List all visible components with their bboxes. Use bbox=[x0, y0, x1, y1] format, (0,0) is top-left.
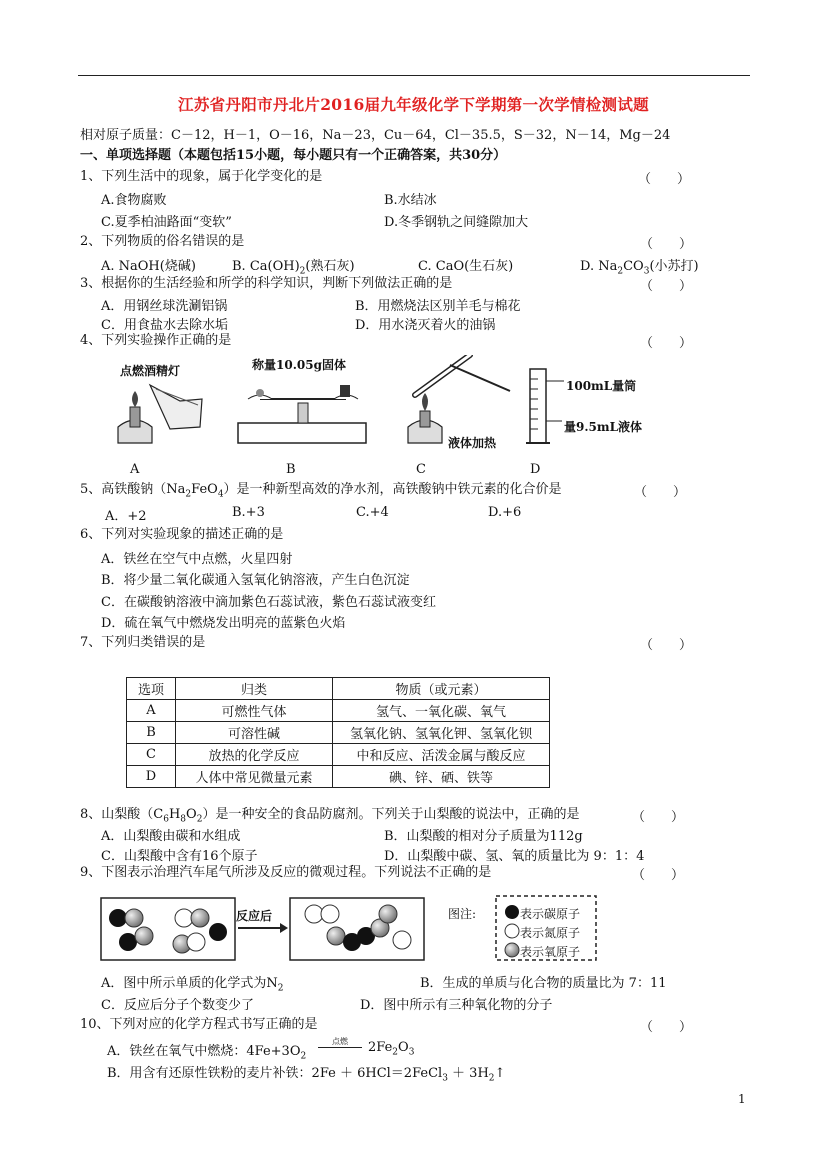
q4-label-b: B bbox=[286, 462, 296, 477]
q5-answer-blank[interactable]: （ ） bbox=[634, 485, 687, 500]
q1-option-b: B.水结冰 bbox=[384, 193, 437, 208]
q9-arrow-label: 反应后 bbox=[236, 909, 273, 923]
q7-stem: 7、下列归类错误的是 bbox=[80, 635, 206, 650]
q6-stem: 6、下列对实验现象的描述正确的是 bbox=[80, 527, 284, 542]
q3-option-d: D．用水浇灭着火的油锅 bbox=[355, 318, 496, 333]
section-heading: 一、单项选择题（本题包括15小题，每小题只有一个正确答案，共30分） bbox=[80, 148, 507, 163]
carbon-atom-icon bbox=[505, 905, 519, 919]
q4-answer-blank[interactable]: （ ） bbox=[640, 336, 693, 351]
table-cell: D bbox=[127, 766, 176, 788]
table-cell: 可燃性气体 bbox=[176, 700, 333, 722]
alcohol-lamp-icon bbox=[118, 385, 202, 443]
table-cell: 碘、锌、硒、铁等 bbox=[333, 766, 550, 788]
graduated-cylinder-icon bbox=[526, 369, 564, 443]
q10-reaction-condition: 点燃 bbox=[332, 1037, 348, 1046]
q9-option-b: B．生成的单质与化合物的质量比为 7：11 bbox=[420, 976, 667, 991]
q10-stem: 10、下列对应的化学方程式书写正确的是 bbox=[80, 1017, 318, 1032]
q6-option-d: D．硫在氧气中燃烧发出明亮的蓝紫色火焰 bbox=[101, 616, 346, 631]
table-cell: 氢气、一氧化碳、氧气 bbox=[333, 700, 550, 722]
test-tube-heating-icon bbox=[408, 355, 510, 443]
page-title: 江苏省丹阳市丹北片2016届九年级化学下学期第一次学情检测试题 bbox=[178, 95, 649, 114]
table-header-cell: 归类 bbox=[176, 678, 333, 700]
table-cell: B bbox=[127, 722, 176, 744]
q8-answer-blank[interactable]: （ ） bbox=[632, 810, 685, 825]
q2-option-b: B. $Ca(OH)_2$(熟石灰) bbox=[232, 259, 355, 277]
q8-option-b: B．山梨酸的相对分子质量为112g bbox=[384, 829, 583, 844]
q8-option-c: C．山梨酸中含有16个原子 bbox=[101, 849, 258, 864]
q2-option-c: C. CaO(生石灰) bbox=[418, 259, 514, 274]
q2-answer-blank[interactable]: （ ） bbox=[640, 237, 693, 252]
q8-option-d: D．山梨酸中碳、氢、氧的质量比为 9：1：4 bbox=[384, 849, 645, 864]
q3-option-c: C．用食盐水去除水垢 bbox=[101, 318, 228, 333]
q10-reaction-line bbox=[318, 1047, 362, 1048]
q6-option-b: B．将少量二氧化碳通入氢氧化钠溶液，产生白色沉淀 bbox=[101, 573, 410, 588]
balance-scale-icon bbox=[238, 385, 366, 443]
q1-option-a: A.食物腐败 bbox=[101, 193, 167, 208]
q2-option-d: D. $Na_2CO_3$(小苏打) bbox=[580, 259, 699, 277]
table-cell: 中和反应、活泼金属与酸反应 bbox=[333, 744, 550, 766]
page-number: 1 bbox=[738, 1092, 746, 1106]
q5-stem: 5、高铁酸钠$(Na_2FeO_4)$是一种新型高效的净水剂，高铁酸钠中铁元素的化合价是 bbox=[80, 482, 562, 500]
q3-option-b: B．用燃烧法区别羊毛与棉花 bbox=[355, 299, 521, 314]
q5-option-a: A．+2 bbox=[105, 509, 147, 524]
q10-option-a: A．铁丝在氧气中燃烧：$4Fe+3O_2$ bbox=[107, 1044, 307, 1062]
q5-option-b: B.+3 bbox=[232, 505, 265, 520]
q4-stem: 4、下列实验操作正确的是 bbox=[80, 333, 232, 348]
q9-answer-blank[interactable]: （ ） bbox=[632, 868, 685, 883]
q9-legend-carbon: 表示碳原子 bbox=[520, 907, 581, 921]
q3-option-a: A．用钢丝球洗涮铝锅 bbox=[101, 299, 228, 314]
q4-label-a: A bbox=[130, 462, 140, 477]
q8-stem: 8、山梨酸$(C_6H_8O_2)$是一种安全的食品防腐剂。下列关于山梨酸的说法中，正确的是 bbox=[80, 807, 580, 825]
q5-option-c: C.+4 bbox=[356, 505, 389, 520]
q5-option-d: D.+6 bbox=[488, 505, 522, 520]
table-cell: 氢氧化钠、氢氧化钾、氢氧化钡 bbox=[333, 722, 550, 744]
q4-caption-c: 液体加热 bbox=[448, 436, 497, 450]
q2-stem: 2、下列物质的俗名错误的是 bbox=[80, 234, 245, 249]
q10-answer-blank[interactable]: （ ） bbox=[640, 1020, 693, 1035]
q8-option-a: A．山梨酸由碳和水组成 bbox=[101, 829, 241, 844]
table-header-row bbox=[127, 678, 550, 700]
table-row bbox=[127, 744, 550, 766]
header-rule bbox=[78, 75, 750, 76]
q10-option-b: B．用含有还原性铁粉的麦片补铁：2Fe ＋ 6HCl＝2FeCl$_3$ ＋ $3H_2↑$ bbox=[107, 1066, 506, 1084]
q9-stem: 9、下图表示治理汽车尾气所涉及反应的微观过程。下列说法不正确的是 bbox=[80, 865, 492, 880]
table-cell: C bbox=[127, 744, 176, 766]
q4-caption-b: 称量10.05g固体 bbox=[252, 358, 346, 372]
q3-answer-blank[interactable]: （ ） bbox=[640, 279, 693, 294]
table-cell: 人体中常见微量元素 bbox=[176, 766, 333, 788]
table-header-cell: 选项 bbox=[127, 678, 176, 700]
table-row bbox=[127, 766, 550, 788]
q1-option-c: C.夏季柏油路面“变软” bbox=[101, 215, 232, 230]
q10-option-a-product: $2Fe_2O_3$ bbox=[368, 1040, 415, 1058]
q4-caption-d1: 100mL量筒 bbox=[566, 379, 637, 393]
q1-stem: 1、下列生活中的现象，属于化学变化的是 bbox=[80, 169, 323, 184]
q2-option-a: A. NaOH(烧碱) bbox=[101, 259, 196, 274]
table-cell: A bbox=[127, 700, 176, 722]
q6-option-a: A．铁丝在空气中点燃，火星四射 bbox=[101, 552, 293, 567]
q4-caption-d2: 量9.5mL液体 bbox=[564, 420, 643, 434]
q9-legend-title: 图注: bbox=[448, 907, 477, 921]
q4-label-d: D bbox=[530, 462, 541, 477]
nitrogen-atom-icon bbox=[505, 924, 519, 938]
table-header-cell: 物质（或元素） bbox=[333, 678, 550, 700]
q7-answer-blank[interactable]: （ ） bbox=[640, 638, 693, 653]
q7-classification-table bbox=[126, 677, 550, 788]
q1-option-d: D.冬季钢轨之间缝隙加大 bbox=[384, 215, 529, 230]
table-cell: 放热的化学反应 bbox=[176, 744, 333, 766]
q9-option-d: D．图中所示有三种氧化物的分子 bbox=[360, 998, 553, 1013]
atomic-mass-line: 相对原子质量：C－12，H－1，O－16，Na－23，Cu－64，Cl－35.5，S－32，N－14，Mg－24 bbox=[80, 128, 671, 143]
q3-stem: 3、根据你的生活经验和所学的科学知识，判断下列做法正确的是 bbox=[80, 276, 453, 291]
q4-label-c: C bbox=[416, 462, 426, 477]
q1-answer-blank[interactable]: （ ） bbox=[638, 172, 691, 187]
q9-legend-oxygen: 表示氧原子 bbox=[520, 945, 581, 959]
q9-legend-nitrogen: 表示氮原子 bbox=[520, 926, 581, 940]
q4-lab-figure bbox=[110, 355, 630, 455]
oxygen-atom-icon bbox=[505, 943, 519, 957]
q6-option-c: C．在碳酸钠溶液中滴加紫色石蕊试液，紫色石蕊试液变红 bbox=[101, 595, 436, 610]
q4-caption-a: 点燃酒精灯 bbox=[120, 364, 181, 378]
q9-option-a: A．图中所示单质的化学式为$N_2$ bbox=[101, 976, 284, 994]
table-cell: 可溶性碱 bbox=[176, 722, 333, 744]
q9-option-c: C．反应后分子个数变少了 bbox=[101, 998, 254, 1013]
table-row bbox=[127, 700, 550, 722]
table-row bbox=[127, 722, 550, 744]
